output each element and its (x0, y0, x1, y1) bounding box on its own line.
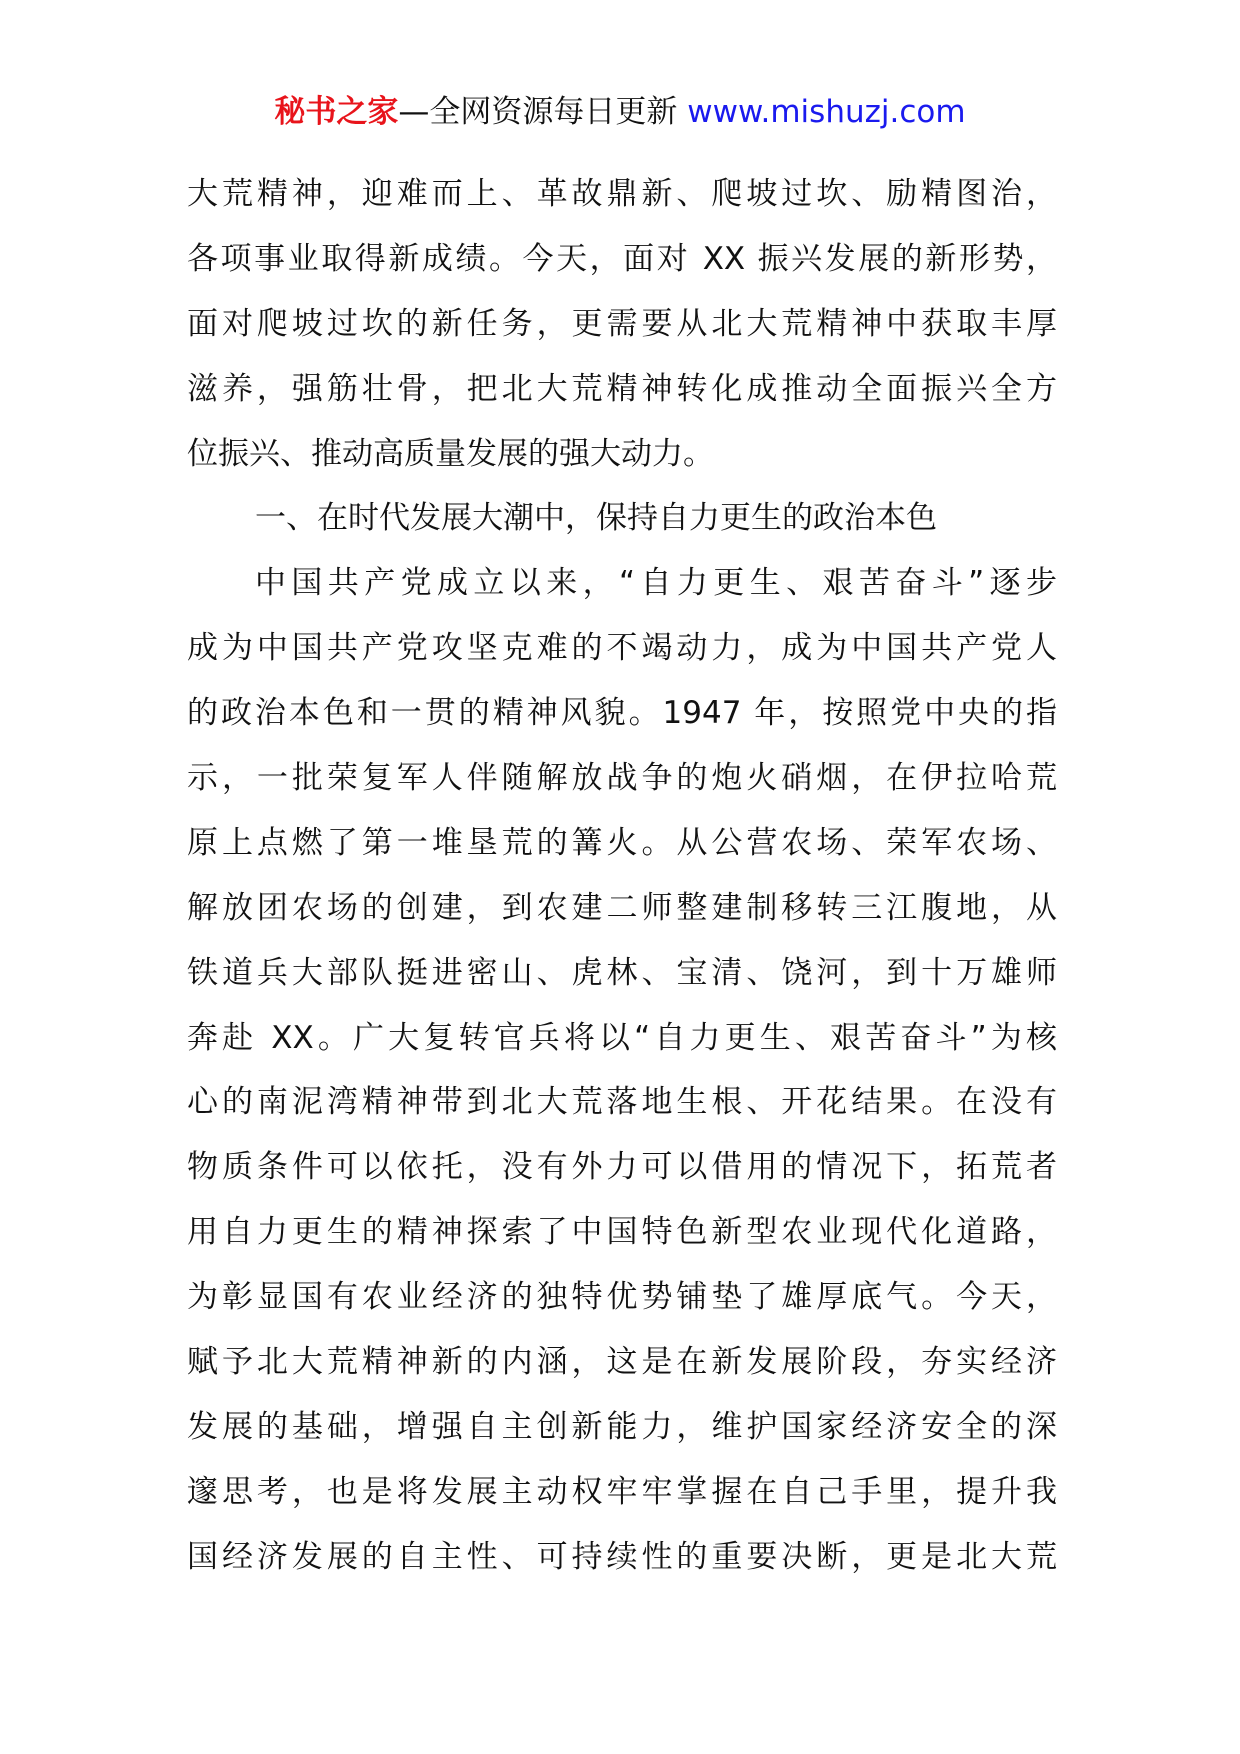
text-line: 心的南泥湾精神带到北大荒落地生根、开花结果。在没有 (187, 1084, 1057, 1121)
page-header (0, 92, 1240, 132)
text-line: 为彰显国有农业经济的独特优势铺垫了雄厚底气。今天， (187, 1279, 1057, 1316)
text-line: 的政治本色和一贯的精神风貌。1947 年，按照党中央的指 (187, 695, 1057, 732)
text-line: 示，一批荣复军人伴随解放战争的炮火硝烟，在伊拉哈荒 (187, 760, 1057, 797)
section-heading: 一、在时代发展大潮中，保持自力更生的政治本色 (255, 500, 937, 537)
text-line: 赋予北大荒精神新的内涵，这是在新发展阶段，夯实经济 (187, 1344, 1057, 1381)
text-line: 大荒精神，迎难而上、革故鼎新、爬坡过坎、励精图治， (187, 176, 1057, 212)
text-line: 奔赴 XX。广大复转官兵将以“自力更生、艰苦奋斗”为核 (187, 1019, 1057, 1056)
text-line: 物质条件可以依托，没有外力可以借用的情况下，拓荒者 (187, 1149, 1057, 1186)
text-line: 邃思考，也是将发展主动权牢牢掌握在自己手里，提升我 (187, 1473, 1057, 1510)
site-url-link[interactable]: www.mishuzj.com (687, 94, 966, 130)
text-line: 中国共产党成立以来，“自力更生、艰苦奋斗”逐步 (255, 565, 1057, 602)
text-line: 原上点燃了第一堆垦荒的篝火。从公营农场、荣军农场、 (187, 824, 1057, 861)
document-body (187, 162, 1057, 1590)
text-line: 面对爬坡过坎的新任务，更需要从北大荒精神中获取丰厚 (187, 305, 1057, 342)
text-line: 用自力更生的精神探索了中国特色新型农业现代化道路， (187, 1214, 1057, 1251)
text-line: 滋养，强筋壮骨，把北大荒精神转化成推动全面振兴全方 (187, 370, 1057, 407)
text-line: 国经济发展的自主性、可持续性的重要决断，更是北大荒 (187, 1538, 1057, 1575)
text-line: 各项事业取得新成绩。今天，面对 XX 振兴发展的新形势， (187, 240, 1057, 277)
text-line: 解放团农场的创建，到农建二师整建制移转三江腹地，从 (187, 889, 1057, 926)
text-line: 发展的基础，增强自主创新能力，维护国家经济安全的深 (187, 1408, 1057, 1445)
text-line: 位振兴、推动高质量发展的强大动力。 (187, 435, 714, 472)
site-brand: 秘书之家 (274, 94, 399, 130)
text-line: 成为中国共产党攻坚克难的不竭动力，成为中国共产党人 (187, 630, 1057, 667)
text-line: 铁道兵大部队挺进密山、虎林、宝清、饶河，到十万雄师 (187, 954, 1057, 991)
site-tagline: —全网资源每日更新 (398, 94, 688, 130)
